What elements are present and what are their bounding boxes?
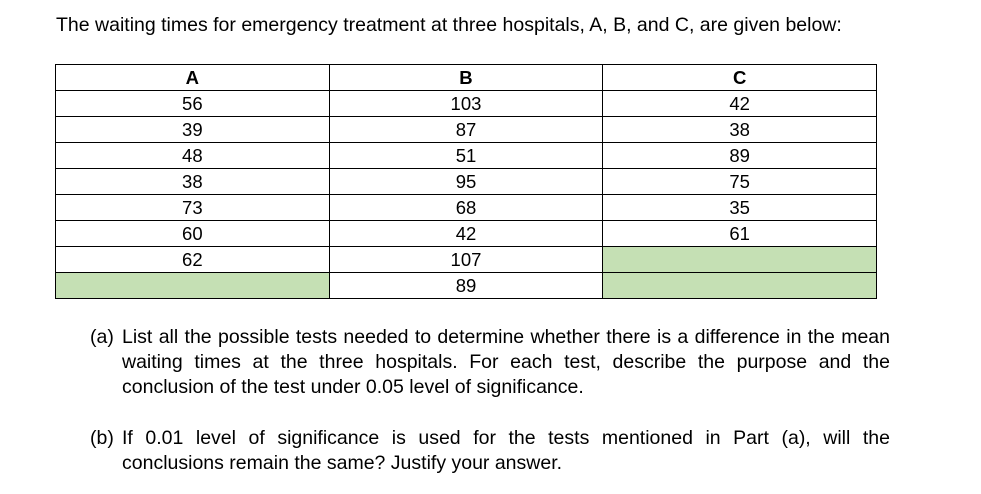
- table-row: [56, 169, 877, 195]
- table-cell: 89: [603, 143, 877, 169]
- table-row: [56, 221, 877, 247]
- table-cell: 38: [603, 117, 877, 143]
- table-cell: 89: [329, 273, 603, 299]
- table-cell: 60: [56, 221, 330, 247]
- table-cell: 42: [329, 221, 603, 247]
- table-row: [56, 117, 877, 143]
- question-a-text: List all the possible tests needed to determine whether there is a difference in the mean waiting times at the three hospitals. For each test, describe the purpose and the conclusion of the test under 0.05 level of significance.: [122, 326, 890, 398]
- table-cell: 68: [329, 195, 603, 221]
- table-cell: 61: [603, 221, 877, 247]
- table-row: [56, 247, 877, 273]
- table-cell: 103: [329, 91, 603, 117]
- table-cell-empty: [603, 247, 877, 273]
- table-cell: 107: [329, 247, 603, 273]
- table-cell: 73: [56, 195, 330, 221]
- table-cell: 42: [603, 91, 877, 117]
- table-cell-empty: [56, 273, 330, 299]
- table-cell: 48: [56, 143, 330, 169]
- table-cell: 87: [329, 117, 603, 143]
- table-row: [56, 273, 877, 299]
- table-cell: 35: [603, 195, 877, 221]
- table-cell: 56: [56, 91, 330, 117]
- table-cell: 51: [329, 143, 603, 169]
- column-header-a: A: [56, 65, 330, 91]
- question-b-label: (b): [90, 427, 114, 449]
- table-cell: 38: [56, 169, 330, 195]
- table-header-row: [56, 65, 877, 91]
- column-header-c: C: [603, 65, 877, 91]
- table-cell-empty: [603, 273, 877, 299]
- waiting-times-table: [55, 64, 877, 299]
- table-row: [56, 91, 877, 117]
- table-row: [56, 143, 877, 169]
- column-header-b: B: [329, 65, 603, 91]
- table-row: [56, 195, 877, 221]
- table-cell: 75: [603, 169, 877, 195]
- question-b-text: If 0.01 level of significance is used for the tests mentioned in Part (a), will the conclusions remain the same? Justify your answer.: [122, 427, 890, 474]
- table-cell: 62: [56, 247, 330, 273]
- table-cell: 95: [329, 169, 603, 195]
- question-a-label: (a): [90, 326, 114, 348]
- question-a: [90, 325, 890, 400]
- question-b: [90, 426, 890, 476]
- problem-intro: The waiting times for emergency treatment at three hospitals, A, B, and C, are given below:: [56, 14, 842, 36]
- table-cell: 39: [56, 117, 330, 143]
